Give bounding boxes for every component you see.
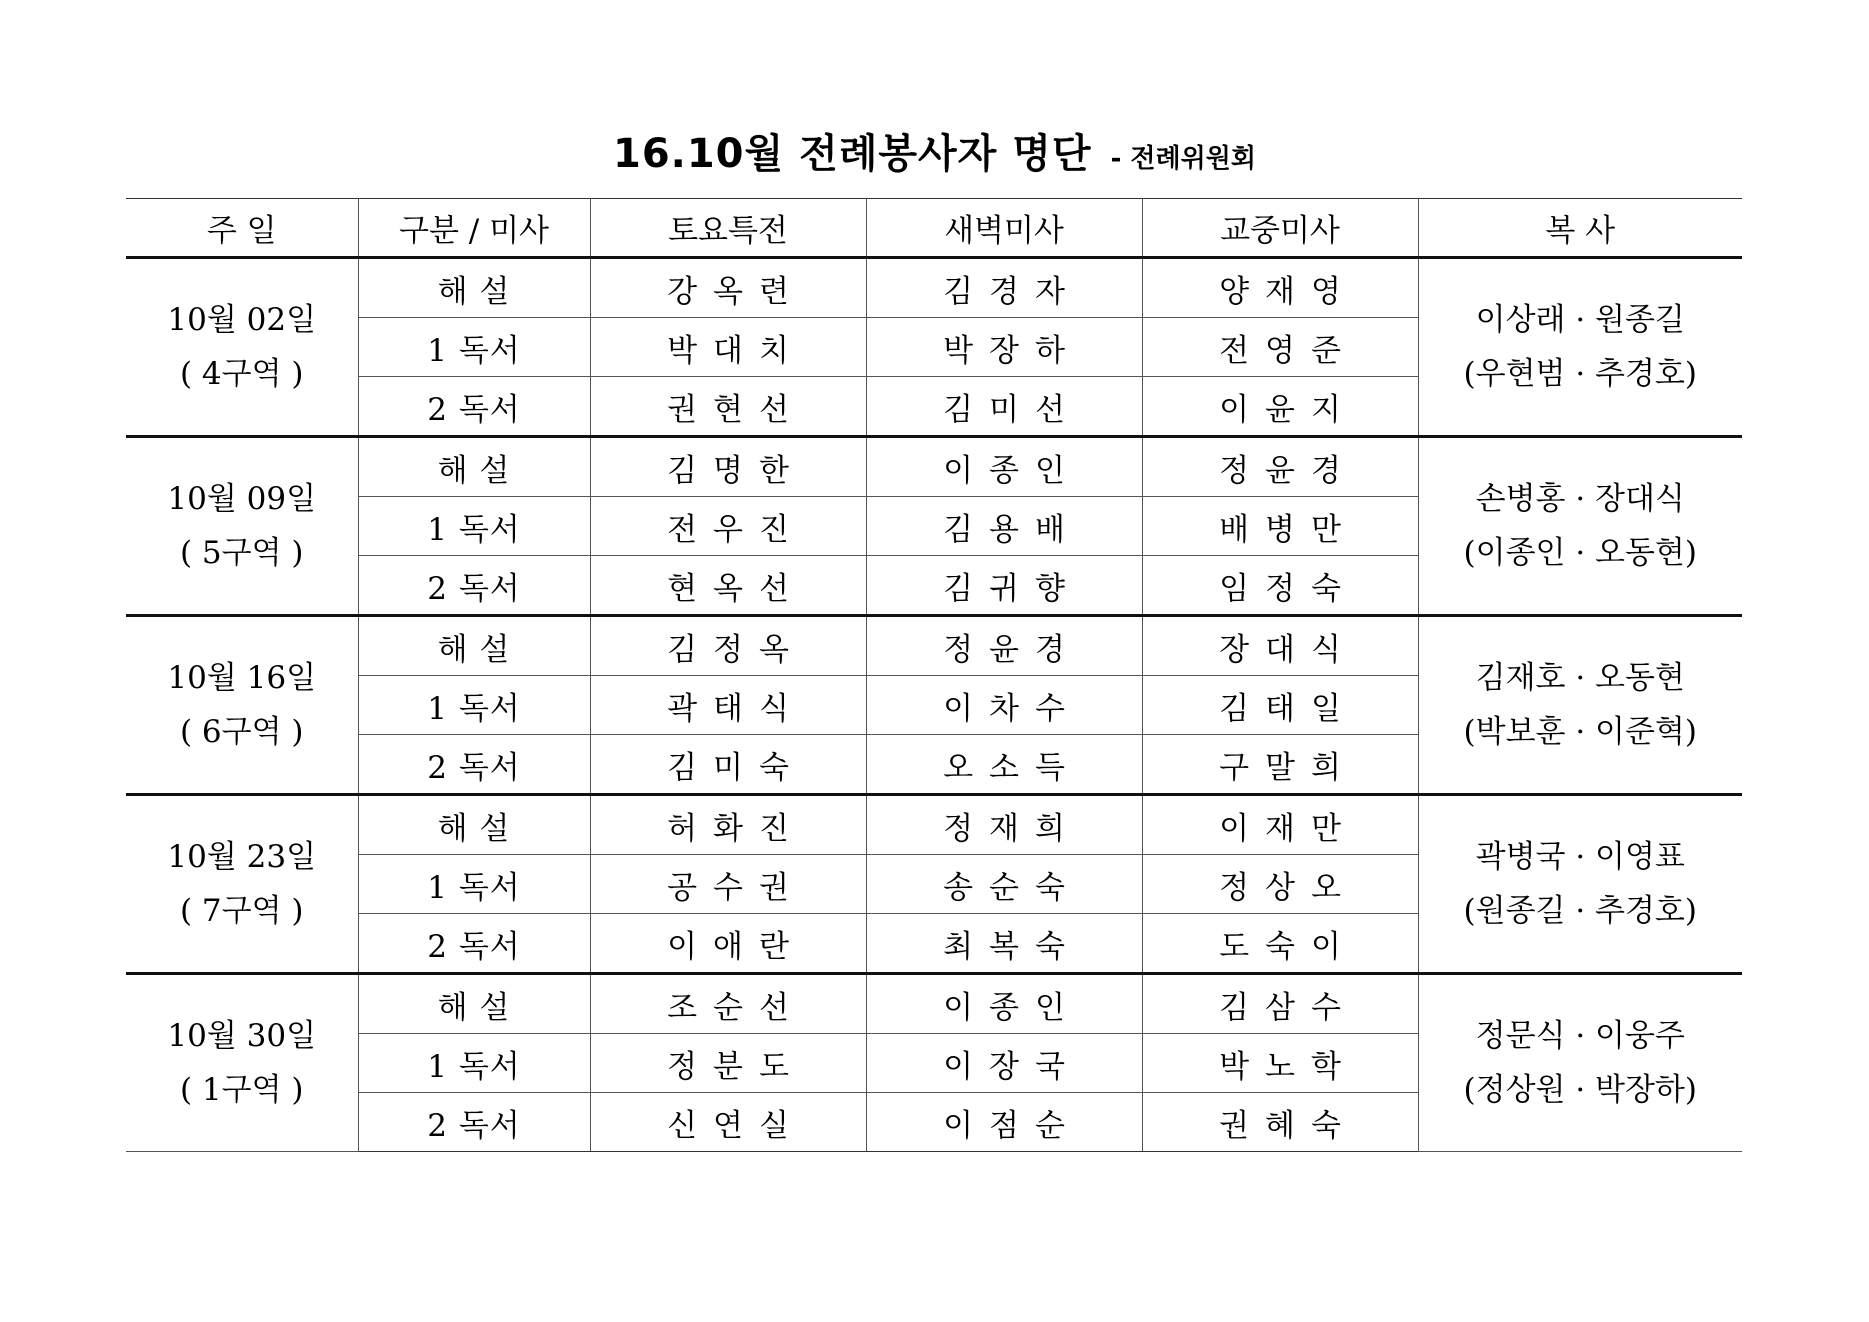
dawn-reader: 김용배 [866, 497, 1142, 556]
role-cell: 1 독서 [358, 318, 590, 377]
dawn-reader: 이장국 [866, 1034, 1142, 1093]
role-cell: 2 독서 [358, 914, 590, 974]
dawn-reader: 이차수 [866, 676, 1142, 735]
sunday-date-cell [126, 795, 358, 974]
saturday-reader: 강옥련 [590, 258, 866, 318]
dawn-reader: 송순숙 [866, 855, 1142, 914]
parish-reader: 박노학 [1142, 1034, 1418, 1093]
header-row [126, 199, 1742, 258]
sunday-date-cell [126, 974, 358, 1152]
table-row [126, 616, 1742, 676]
parish-reader: 김삼수 [1142, 974, 1418, 1034]
parish-reader: 도숙이 [1142, 914, 1418, 974]
saturday-reader: 조순선 [590, 974, 866, 1034]
dawn-reader: 김경자 [866, 258, 1142, 318]
parish-reader: 임정숙 [1142, 556, 1418, 616]
role-cell: 해 설 [358, 616, 590, 676]
table-row [126, 437, 1742, 497]
altar-servers-sub: (원종길 · 추경호) [1463, 893, 1697, 929]
header-saturday: 토요특전 [590, 199, 866, 258]
header-dawn: 새벽미사 [866, 199, 1142, 258]
header-date: 주 일 [126, 199, 358, 258]
saturday-reader: 신연실 [590, 1093, 866, 1152]
altar-servers-main: 손병홍 · 장대식 [1475, 481, 1685, 517]
dawn-reader: 이점순 [866, 1093, 1142, 1152]
dawn-reader: 김귀향 [866, 556, 1142, 616]
role-cell: 해 설 [358, 974, 590, 1034]
altar-servers-sub: (이종인 · 오동현) [1463, 535, 1697, 571]
sunday-date: 10월 23일 [167, 839, 317, 875]
table-row [126, 258, 1742, 318]
saturday-reader: 공수권 [590, 855, 866, 914]
sunday-date-cell [126, 616, 358, 795]
district-label: ( 5구역 ) [179, 535, 304, 571]
sunday-date: 10월 16일 [167, 660, 317, 696]
saturday-reader: 허화진 [590, 795, 866, 855]
sunday-date-cell [126, 437, 358, 616]
sunday-date: 10월 02일 [167, 302, 317, 338]
header-role: 구분 / 미사 [358, 199, 590, 258]
role-cell: 2 독서 [358, 1093, 590, 1152]
role-cell: 1 독서 [358, 497, 590, 556]
saturday-reader: 김정옥 [590, 616, 866, 676]
role-cell: 2 독서 [358, 377, 590, 437]
dawn-reader: 박장하 [866, 318, 1142, 377]
altar-servers-main: 곽병국 · 이영표 [1475, 839, 1685, 875]
parish-reader: 양재영 [1142, 258, 1418, 318]
parish-reader: 전영준 [1142, 318, 1418, 377]
header-parish: 교중미사 [1142, 199, 1418, 258]
parish-reader: 권혜숙 [1142, 1093, 1418, 1152]
altar-servers-sub: (우현범 · 추경호) [1463, 356, 1697, 392]
altar-servers-main: 이상래 · 원종길 [1475, 302, 1685, 338]
role-cell: 1 독서 [358, 676, 590, 735]
saturday-reader: 전우진 [590, 497, 866, 556]
altar-servers-cell [1418, 974, 1742, 1152]
parish-reader: 배병만 [1142, 497, 1418, 556]
saturday-reader: 권현선 [590, 377, 866, 437]
table-row [126, 795, 1742, 855]
role-cell: 1 독서 [358, 855, 590, 914]
altar-servers-cell [1418, 258, 1742, 437]
parish-reader: 이재만 [1142, 795, 1418, 855]
header-servers: 복 사 [1418, 199, 1742, 258]
altar-servers-cell [1418, 437, 1742, 616]
sunday-date-cell [126, 258, 358, 437]
saturday-reader: 이애란 [590, 914, 866, 974]
saturday-reader: 정분도 [590, 1034, 866, 1093]
altar-servers-sub: (정상원 · 박장하) [1463, 1072, 1697, 1108]
title-main: 16.10월 전례봉사자 명단 [612, 131, 1092, 177]
dawn-reader: 오소득 [866, 735, 1142, 795]
district-label: ( 1구역 ) [179, 1072, 304, 1108]
role-cell: 2 독서 [358, 556, 590, 616]
saturday-reader: 곽태식 [590, 676, 866, 735]
page-title [0, 122, 1869, 179]
saturday-reader: 김명한 [590, 437, 866, 497]
role-cell: 해 설 [358, 258, 590, 318]
altar-servers-cell [1418, 616, 1742, 795]
altar-servers-cell [1418, 795, 1742, 974]
title-sub: - 전례위원회 [1110, 144, 1257, 174]
saturday-reader: 김미숙 [590, 735, 866, 795]
altar-servers-sub: (박보훈 · 이준혁) [1463, 714, 1697, 750]
altar-servers-main: 정문식 · 이웅주 [1475, 1018, 1685, 1054]
parish-reader: 정상오 [1142, 855, 1418, 914]
roster-body [126, 258, 1742, 1152]
sunday-date: 10월 30일 [167, 1018, 317, 1054]
roster-table [126, 198, 1742, 1152]
dawn-reader: 이종인 [866, 437, 1142, 497]
dawn-reader: 정재희 [866, 795, 1142, 855]
parish-reader: 정윤경 [1142, 437, 1418, 497]
table-row [126, 974, 1742, 1034]
dawn-reader: 이종인 [866, 974, 1142, 1034]
parish-reader: 구말희 [1142, 735, 1418, 795]
district-label: ( 7구역 ) [179, 893, 304, 929]
role-cell: 해 설 [358, 795, 590, 855]
district-label: ( 6구역 ) [179, 714, 304, 750]
dawn-reader: 김미선 [866, 377, 1142, 437]
parish-reader: 이윤지 [1142, 377, 1418, 437]
parish-reader: 장대식 [1142, 616, 1418, 676]
parish-reader: 김태일 [1142, 676, 1418, 735]
dawn-reader: 정윤경 [866, 616, 1142, 676]
dawn-reader: 최복숙 [866, 914, 1142, 974]
role-cell: 해 설 [358, 437, 590, 497]
role-cell: 2 독서 [358, 735, 590, 795]
saturday-reader: 박대치 [590, 318, 866, 377]
altar-servers-main: 김재호 · 오동현 [1475, 660, 1685, 696]
saturday-reader: 현옥선 [590, 556, 866, 616]
district-label: ( 4구역 ) [179, 356, 304, 392]
role-cell: 1 독서 [358, 1034, 590, 1093]
sunday-date: 10월 09일 [167, 481, 317, 517]
